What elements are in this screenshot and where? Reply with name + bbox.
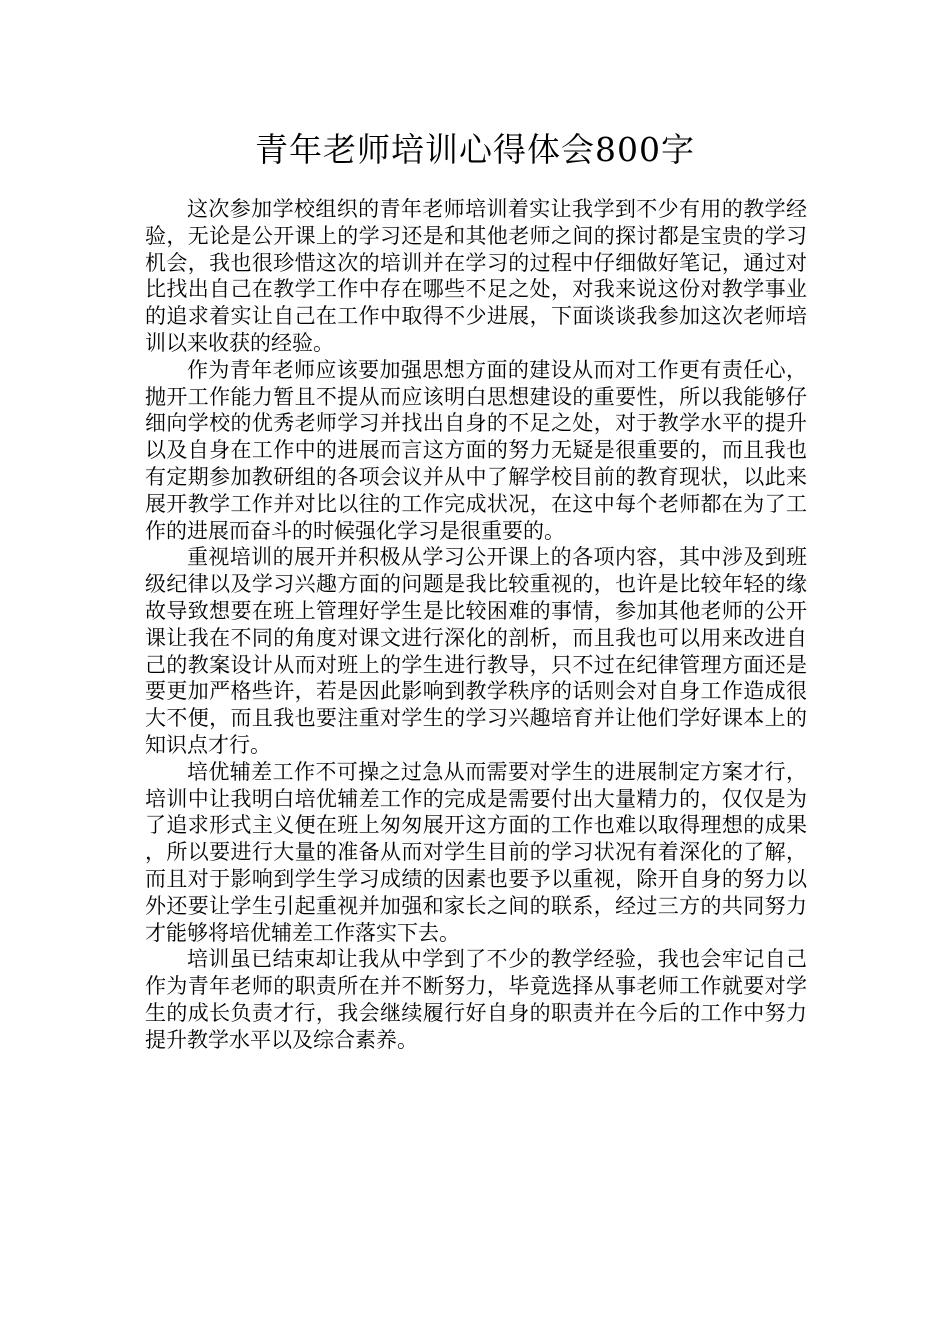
paragraph-5: 培训虽已结束却让我从中学到了不少的教学经验，我也会牢记自己作为青年老师的职责所在并不断努力，毕竟选择从事老师工作就要对学生的成长负责才行，我会继续履行好自身的职责并在今后的工作中努力提升教学水平以及综合素养。 xyxy=(145,947,807,1052)
paragraph-4: 培优辅差工作不可操之过急从而需要对学生的进展制定方案才行，培训中让我明白培优辅差工作的完成是需要付出大量精力的，仅仅是为了追求形式主义便在班上匆匆展开这方面的工作也难以取得理想的成果，所以要进行大量的准备从而对学生目前的学习状况有着深化的了解，而且对于影响到学生学习成绩的因素也要予以重视，除开自身的努力以外还要让学生引起重视并加强和家长之间的联系，经过三方的共同努力才能够将培优辅差工作落实下去。 xyxy=(145,759,807,945)
document-body xyxy=(145,196,807,1054)
document-title: 青年老师培训心得体会800字 xyxy=(255,130,695,169)
paragraph-3: 重视培训的展开并积极从学习公开课上的各项内容，其中涉及到班级纪律以及学习兴趣方面的问题是我比较重视的，也许是比较年轻的缘故导致想要在班上管理好学生是比较困难的事情，参加其他老师的公开课让我在不同的角度对课文进行深化的剖析，而且我也可以用来改进自己的教案设计从而对班上的学生进行教导，只不过在纪律管理方面还是要更加严格些许，若是因此影响到教学秩序的话则会对自身工作造成很大不便，而且我也要注重对学生的学习兴趣培育并让他们学好课本上的知识点才行。 xyxy=(145,545,807,757)
paragraph-1: 这次参加学校组织的青年老师培训着实让我学到不少有用的教学经验，无论是公开课上的学习还是和其他老师之间的探讨都是宝贵的学习机会，我也很珍惜这次的培训并在学习的过程中仔细做好笔记，通过对比找出自己在教学工作中存在哪些不足之处，对我来说这份对教学事业的追求着实让自己在工作中取得不少进展，下面谈谈我参加这次老师培训以来收获的经验。 xyxy=(145,197,807,355)
paragraph-2: 作为青年老师应该要加强思想方面的建设从而对工作更有责任心，抛开工作能力暂且不提从而应该明白思想建设的重要性，所以我能够仔细向学校的优秀老师学习并找出自身的不足之处，对于教学水平的提升以及自身在工作中的进展而言这方面的努力无疑是很重要的，而且我也有定期参加教研组的各项会议并从中了解学校目前的教育现状，以此来展开教学工作并对比以往的工作完成状况，在这中每个老师都在为了工作的进展而奋斗的时候强化学习是很重要的。 xyxy=(145,357,807,543)
